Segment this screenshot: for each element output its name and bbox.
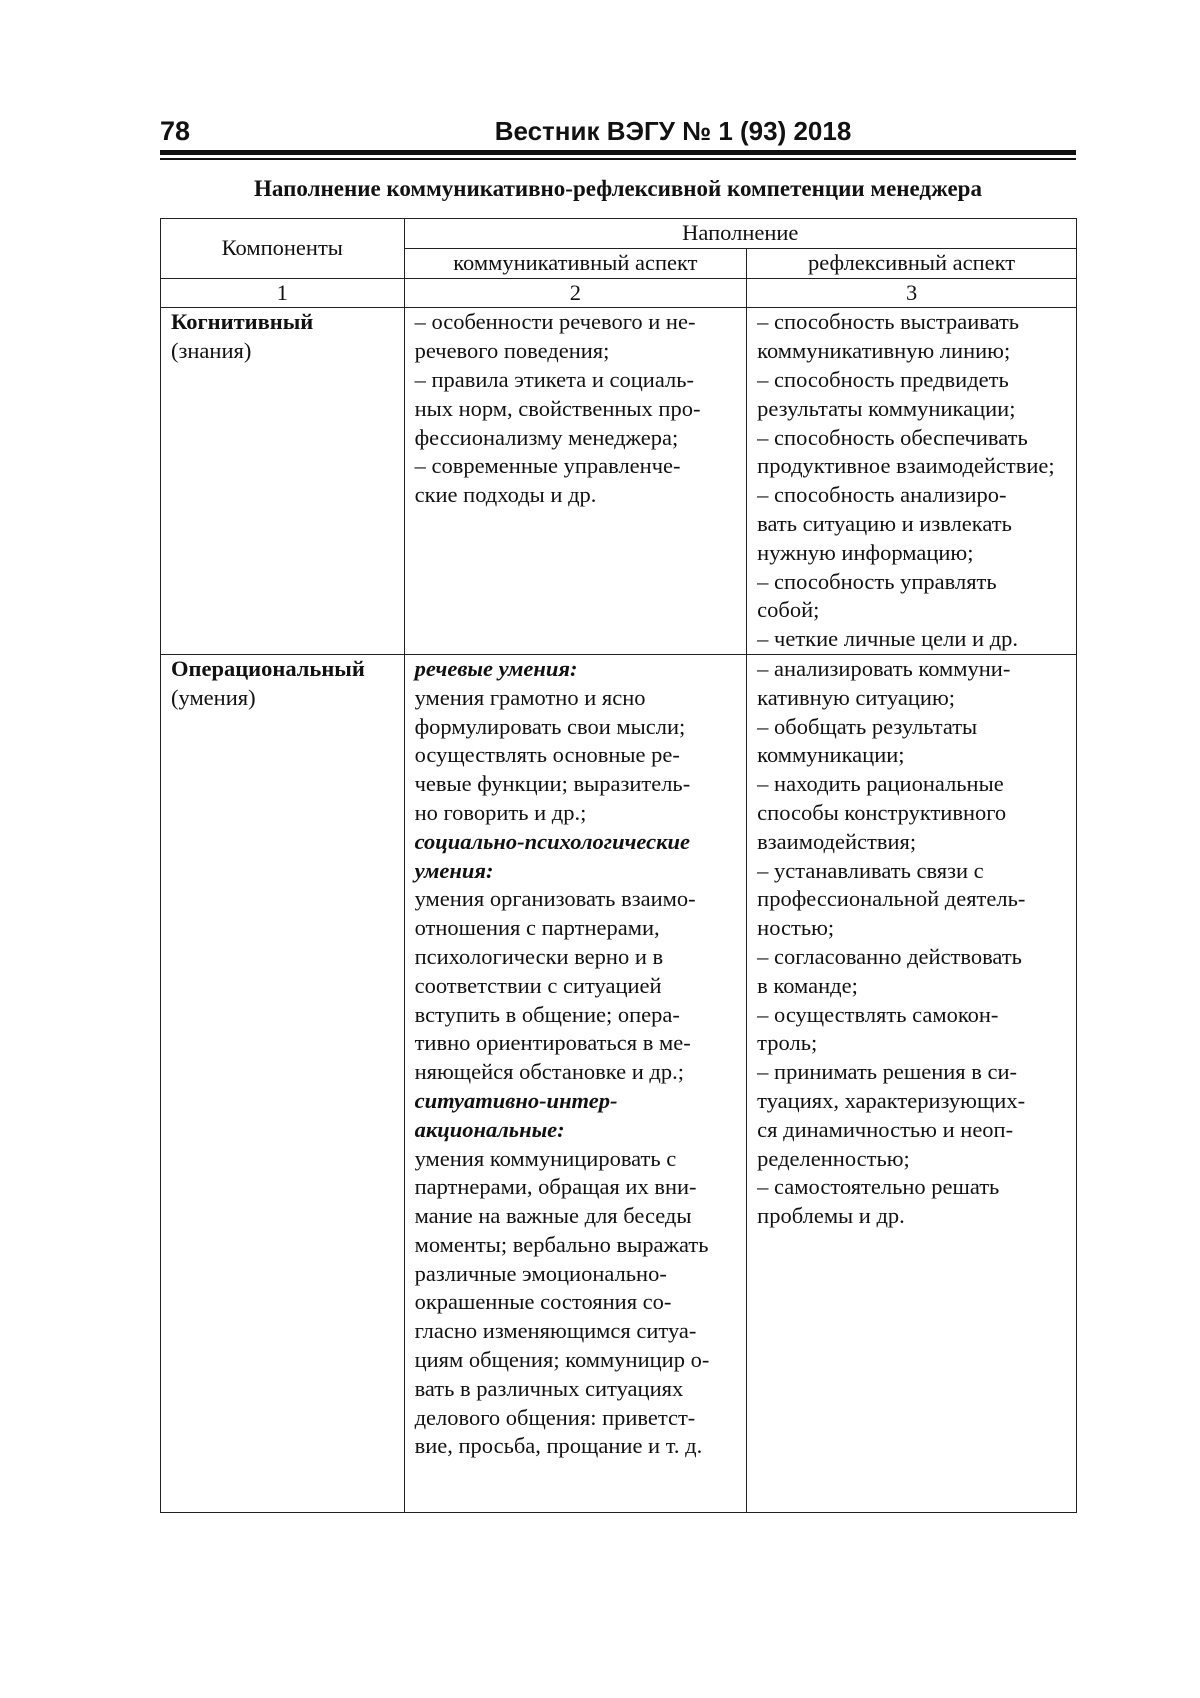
component-subtitle: (умения) xyxy=(171,684,256,710)
page-number: 78 xyxy=(160,116,191,146)
skill-group-heading: акциональные: xyxy=(414,1116,565,1142)
cell-line: – современные управленче- xyxy=(414,453,681,479)
cell-line: – обобщать результаты xyxy=(757,713,978,739)
cell-line: – способность анализиро- xyxy=(757,482,1007,508)
cell-line: троль; xyxy=(757,1030,818,1056)
component-title: Когнитивный xyxy=(171,309,314,335)
cell-line: нужную информацию; xyxy=(757,539,974,565)
component-cell xyxy=(161,308,405,655)
header-rule-thick xyxy=(160,150,1076,155)
cell-line: коммуникации; xyxy=(757,742,905,768)
skill-group-heading: умения: xyxy=(414,857,494,883)
cell-line: чевые функции; выразитель- xyxy=(414,771,691,797)
header-components: Компоненты xyxy=(161,219,405,279)
header-aspect-reflexive: рефлексивный аспект xyxy=(747,248,1077,278)
cell-line: – анализировать коммуни- xyxy=(757,655,1011,681)
cell-line: результаты коммуникации; xyxy=(757,395,1016,421)
cell-line: циям общения; коммуницир о- xyxy=(414,1347,710,1373)
component-subtitle: (знания) xyxy=(171,338,252,364)
cell-line: ных норм, свойственных про- xyxy=(414,395,701,421)
cell-line: партнерами, обращая их вни- xyxy=(414,1174,697,1200)
cell-line: окрашенные состояния со- xyxy=(414,1289,672,1315)
header-rule-thin xyxy=(160,158,1076,160)
column-number: 3 xyxy=(747,278,1077,308)
cell-line: способы конструктивного xyxy=(757,799,1007,825)
table-header-row xyxy=(161,219,1077,249)
table-number-row xyxy=(161,278,1077,308)
table-row xyxy=(161,308,1077,655)
cell-line: умения коммуницировать с xyxy=(414,1145,677,1171)
communicative-cell xyxy=(404,308,747,655)
cell-line: – согласованно действовать xyxy=(757,943,1022,969)
header-aspect-communicative: коммуникативный аспект xyxy=(404,248,747,278)
cell-line: – осуществлять самокон- xyxy=(757,1001,999,1027)
column-number: 2 xyxy=(404,278,747,308)
cell-line: вие, просьба, прощание и т. д. xyxy=(414,1433,703,1459)
cell-line: взаимодействия; xyxy=(757,828,917,854)
cell-line: – правила этикета и социаль- xyxy=(414,366,694,392)
cell-line: вать в различных ситуациях xyxy=(414,1375,684,1401)
page-header xyxy=(160,112,1076,146)
cell-line: – способность выстраивать xyxy=(757,309,1020,335)
cell-line: но говорить и др.; xyxy=(414,799,587,825)
table-row xyxy=(161,654,1077,1512)
skill-group-heading: ситуативно-интер- xyxy=(414,1087,618,1113)
cell-line: фессионализму менеджера; xyxy=(414,424,679,450)
cell-line: речевого поведения; xyxy=(414,338,610,364)
cell-line: продуктивное взаимодействие; xyxy=(757,453,1055,479)
cell-line: няющейся обстановке и др.; xyxy=(414,1059,685,1085)
journal-title: Вестник ВЭГУ № 1 (93) 2018 xyxy=(494,116,852,146)
cell-line: собой; xyxy=(757,597,820,623)
table-caption: Наполнение коммуникативно-рефлексивной компетенции менеджера xyxy=(254,176,982,201)
cell-line: ские подходы и др. xyxy=(414,482,597,508)
cell-line: осуществлять основные ре- xyxy=(414,742,680,768)
cell-line: – особенности речевого и не- xyxy=(414,309,696,335)
cell-line: – устанавливать связи с xyxy=(757,857,984,883)
component-cell xyxy=(161,654,405,1512)
cell-line: ностью; xyxy=(757,915,835,941)
cell-line: коммуникативную линию; xyxy=(757,338,1011,364)
cell-line: – способность обеспечивать xyxy=(757,424,1028,450)
cell-line: ся динамичностью и неоп- xyxy=(757,1116,1014,1142)
cell-line: – принимать решения в си- xyxy=(757,1059,1018,1085)
competence-table xyxy=(160,218,1077,1513)
cell-line: соответствии с ситуацией xyxy=(414,972,662,998)
cell-line: ределенностью; xyxy=(757,1145,910,1171)
cell-line: вать ситуацию и извлекать xyxy=(757,510,1012,536)
cell-line: кативную ситуацию; xyxy=(757,684,956,710)
cell-line: тивно ориентироваться в ме- xyxy=(414,1030,691,1056)
cell-line: формулировать свои мысли; xyxy=(414,713,686,739)
cell-line: умения грамотно и ясно xyxy=(414,684,646,710)
cell-line: – самостоятельно решать xyxy=(757,1174,1000,1200)
cell-line: в команде; xyxy=(757,972,858,998)
cell-line: – находить рациональные xyxy=(757,771,1004,797)
header-content: Наполнение xyxy=(404,219,1076,249)
reflexive-cell xyxy=(747,654,1077,1512)
cell-line: отношения с партнерами, xyxy=(414,915,660,941)
reflexive-cell xyxy=(747,308,1077,655)
cell-line: моменты; вербально выражать xyxy=(414,1231,709,1257)
cell-line: – способность управлять xyxy=(757,568,997,594)
cell-line: вступить в общение; опера- xyxy=(414,1001,680,1027)
cell-line: делового общения: приветст- xyxy=(414,1404,696,1430)
cell-line: различные эмоционально- xyxy=(414,1260,667,1286)
cell-line: гласно изменяющимся ситуа- xyxy=(414,1318,697,1344)
column-number: 1 xyxy=(161,278,405,308)
cell-line: проблемы и др. xyxy=(757,1203,905,1229)
skill-group-heading: речевые умения: xyxy=(414,655,578,681)
cell-line: профессиональной деятель- xyxy=(757,886,1026,912)
cell-line: – способность предвидеть xyxy=(757,366,1009,392)
cell-line: мание на важные для беседы xyxy=(414,1203,692,1229)
skill-group-heading: социально-психологические xyxy=(414,828,690,854)
cell-line: психологически верно и в xyxy=(414,943,664,969)
component-title: Операциональный xyxy=(171,655,365,681)
cell-line: умения организовать взаимо- xyxy=(414,886,696,912)
cell-line: – четкие личные цели и др. xyxy=(757,626,1019,652)
cell-line: туациях, характеризующих- xyxy=(757,1087,1026,1113)
communicative-cell xyxy=(404,654,747,1512)
